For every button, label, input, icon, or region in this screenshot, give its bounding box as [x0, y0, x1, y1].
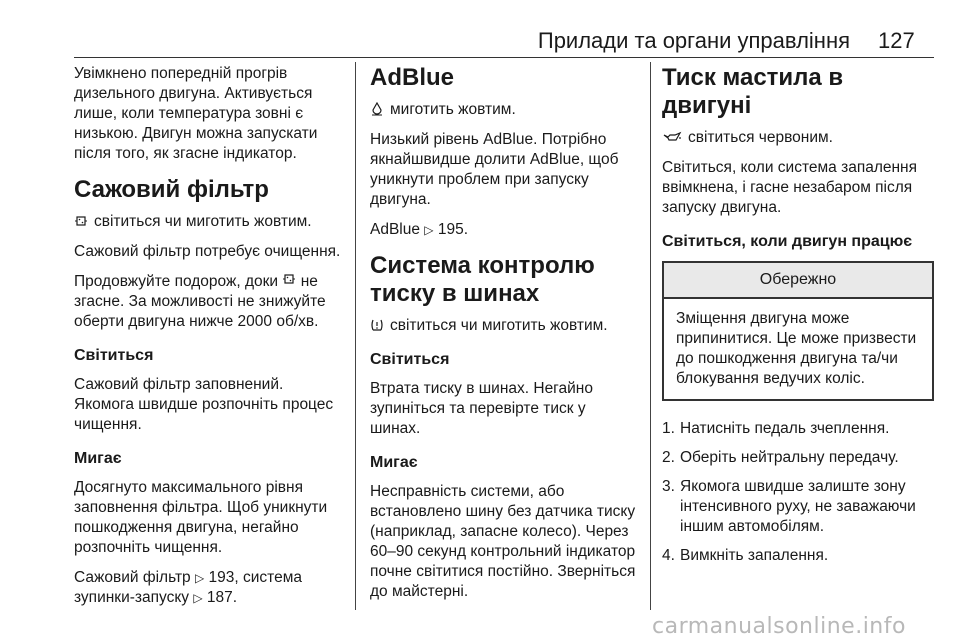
- tpms-heading: Система контролю тиску в шинах: [370, 252, 595, 307]
- page-ref-arrow-icon: ▷: [193, 591, 203, 605]
- adblue-ref-link[interactable]: 195.: [437, 221, 469, 238]
- caution-box: [662, 261, 934, 401]
- soot-filter-p2: Продовжуйте подорож, доки не згасне. За можливості не знижуйте оберти двигуна нижче 2000 об/хв.: [74, 273, 326, 330]
- adblue-reference: AdBlue ▷ 195.: [370, 221, 469, 238]
- oil-can-icon: [662, 131, 682, 145]
- stop-start-ref-link[interactable]: 187.: [206, 589, 238, 606]
- soot-references: Сажовий фільтр ▷ 193, система зупинки-запуску ▷ 187.: [74, 569, 302, 606]
- column-3: [662, 64, 934, 575]
- step-text: Оберіть нейтральну передачу.: [680, 449, 899, 466]
- step-text: Натисніть педаль зчеплення.: [680, 420, 890, 437]
- tire-pressure-icon: [370, 318, 384, 334]
- adblue-status: миготить жовтим.: [370, 100, 640, 120]
- page-number: 127: [878, 28, 915, 53]
- soot-flash-text: Досягнуто максимального рівня заповнення фільтра. Щоб уникнути пошкодження двигуна, негайно розпочніть чищення.: [74, 479, 328, 556]
- list-item: [662, 448, 934, 468]
- oil-pressure-p1: Світиться, коли система запалення ввімкнена, і гасне незабаром після запуску двигуна.: [662, 159, 918, 216]
- adblue-heading: AdBlue: [370, 64, 454, 91]
- step-text: Якомога швидше залиште зону інтенсивного руху, не заважаючи іншим автомобілям.: [680, 478, 916, 535]
- watermark: carmanualsonline.info: [652, 614, 906, 639]
- soot-flash-heading: Мигає: [74, 450, 122, 467]
- step-number: 1.: [662, 420, 675, 437]
- soot-ref-link[interactable]: 193, система: [208, 569, 302, 586]
- soot-lit-text: Сажовий фільтр заповнений. Якомога швидше розпочніть процес чищення.: [74, 376, 334, 433]
- soot-filter-icon: [282, 272, 296, 288]
- page-ref-arrow-icon: ▷: [424, 223, 434, 237]
- tpms-lit-heading: Світиться: [370, 351, 450, 368]
- adblue-icon: [370, 102, 384, 118]
- oil-pressure-heading: Тиск мастила в двигуні: [662, 64, 844, 119]
- tpms-flash-heading: Мигає: [370, 454, 418, 471]
- soot-filter-status: світиться чи миготить жовтим.: [74, 212, 346, 232]
- step-number: 4.: [662, 547, 675, 564]
- list-item: [662, 419, 934, 439]
- caution-text: Зміщення двигуна може припинитися. Це може призвести до пошкодження двигуна та/чи блокування ведучих коліс.: [676, 310, 917, 387]
- oil-pressure-status: світиться червоним.: [662, 128, 934, 148]
- tpms-lit-text: Втрата тиску в шинах. Негайно зупиніться та перевірте тиск у шинах.: [370, 380, 593, 437]
- soot-filter-icon: [74, 214, 88, 230]
- page-header: [0, 0, 960, 54]
- list-item: [662, 477, 934, 537]
- soot-filter-heading: Сажовий фільтр: [74, 176, 269, 203]
- oil-running-heading: Світиться, коли двигун працює: [662, 233, 913, 250]
- adblue-p1: Низький рівень AdBlue. Потрібно якнайшвидше долити AdBlue, щоб уникнути проблем при запуску двигуна.: [370, 131, 619, 208]
- step-number: 3.: [662, 478, 675, 495]
- page-title: Прилади та органи управління: [537, 28, 850, 53]
- tpms-flash-text: Несправність системи, або встановлено шину без датчика тиску (наприклад, запасне колесо). Через 60–90 секунд контрольний індикатор почне світитися постійно. Зверніться до майстерні.: [370, 483, 636, 600]
- column-divider-2: [650, 62, 651, 610]
- header-divider: [74, 57, 934, 58]
- page-ref-arrow-icon: ▷: [194, 571, 205, 585]
- preheat-intro: Увімкнено попередній прогрів дизельного двигуна. Активується лише, коли температура зовні є низькою. Двигун можна запускати після того, як згасне індикатор.: [74, 65, 318, 162]
- column-2: [370, 64, 640, 612]
- step-number: 2.: [662, 449, 675, 466]
- tpms-status: світиться чи миготить жовтим.: [370, 316, 640, 336]
- soot-filter-p1: Сажовий фільтр потребує очищення.: [74, 243, 341, 260]
- step-text: Вимкніть запалення.: [680, 547, 829, 564]
- soot-lit-heading: Світиться: [74, 347, 154, 364]
- oil-steps-list: [662, 419, 934, 566]
- column-1: [74, 64, 346, 618]
- caution-title: Обережно: [664, 263, 932, 299]
- list-item: [662, 546, 934, 566]
- column-divider-1: [355, 62, 356, 610]
